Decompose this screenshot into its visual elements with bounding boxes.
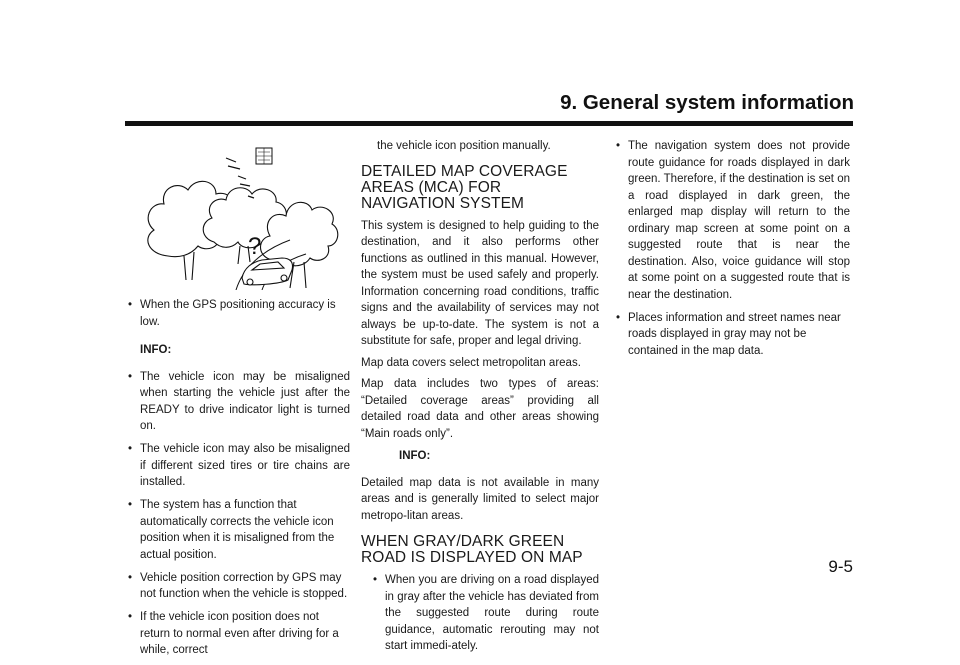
paragraph: This system is designed to help guiding to the destination, and it also performs other functions as outlined in this manual. However, the system must be used safely and properly. Information concerning road conditions, traffic signs and the availability of services may not always be up-to-date. The system is not a substitute for safe, proper and legal driving. [361, 219, 599, 347]
list-item-text: The system has a function that automatically corrects the vehicle icon position when it is misaligned from the actual position. [140, 499, 335, 561]
list-item [369, 572, 599, 655]
list-item [124, 570, 350, 603]
list-item [124, 369, 350, 435]
bullet-mark: • [616, 311, 621, 324]
list-item-text: Places information and street names near roads displayed in gray may not be contained in the map data. [628, 311, 841, 357]
bullet-mark: • [128, 443, 133, 455]
list-item [124, 497, 350, 563]
paragraph: Map data covers select metropolitan areas. [361, 356, 581, 369]
column-1 [124, 138, 350, 665]
bullet-mark: • [128, 571, 133, 584]
heading-gray-road: WHEN GRAY/DARK GREEN ROAD IS DISPLAYED ON MAP [361, 533, 583, 566]
bullet-mark: • [128, 499, 133, 511]
list-item [124, 441, 350, 491]
list-item-text: When you are driving on a road displayed in gray after the vehicle has deviated from the suggested route during route guidance, automatic rerouting may not start immedi-ately. [385, 574, 599, 652]
heading-mca: DETAILED MAP COVERAGE AREAS (MCA) FOR NAVIGATION SYSTEM [361, 162, 568, 212]
column-3 [612, 138, 850, 366]
bullet-mark: • [373, 574, 378, 586]
gps-trees-illustration [140, 142, 340, 290]
question-mark: ? [248, 233, 262, 260]
list-item-text: The navigation system does not provide route guidance for roads displayed in dark green. Therefore, if the destination is set on a road displayed in dark green, the enlarged map display will return to the ordinary map screen at some point on a suggested route that is near the destination. Also, voice guidance will stop at some point on a suggested route that is near the destination. [628, 140, 850, 301]
paragraph: Map data includes two types of areas: “Detailed coverage areas” providing all detailed road data and other areas showing “Main roads only”. [361, 378, 599, 440]
list-item [612, 310, 850, 360]
continuation-text: the vehicle icon position manually. [377, 140, 551, 152]
bullet-mark: • [128, 299, 133, 311]
page-number: 9-5 [828, 557, 853, 576]
list-item-text: Vehicle position correction by GPS may not function when the vehicle is stopped. [140, 571, 348, 600]
header-rule [125, 121, 853, 126]
list-item-text: If the vehicle icon position does not return to normal even after driving for a while, correct [140, 611, 339, 656]
list-item [124, 609, 350, 659]
bullet-mark: • [128, 611, 133, 623]
caption-text: When the GPS positioning accuracy is low. [140, 299, 336, 328]
bullet-mark: • [128, 370, 133, 383]
paragraph: Detailed map data is not available in many areas and is generally limited to select major metropo-litan areas. [361, 476, 599, 522]
list-item [612, 138, 850, 303]
list-item-text: The vehicle icon may also be misaligned if different sized tires or tire chains are installed. [140, 443, 350, 488]
list-item-text: The vehicle icon may be misaligned when starting the vehicle just after the READY to drive indicator light is turned on. [140, 370, 350, 432]
bullet-mark: • [616, 140, 621, 152]
section-title: 9. General system information [560, 91, 854, 114]
column-2 [361, 138, 599, 661]
info-label: INFO: [140, 344, 172, 356]
info-label: INFO: [399, 450, 431, 462]
figure-caption [124, 297, 350, 330]
